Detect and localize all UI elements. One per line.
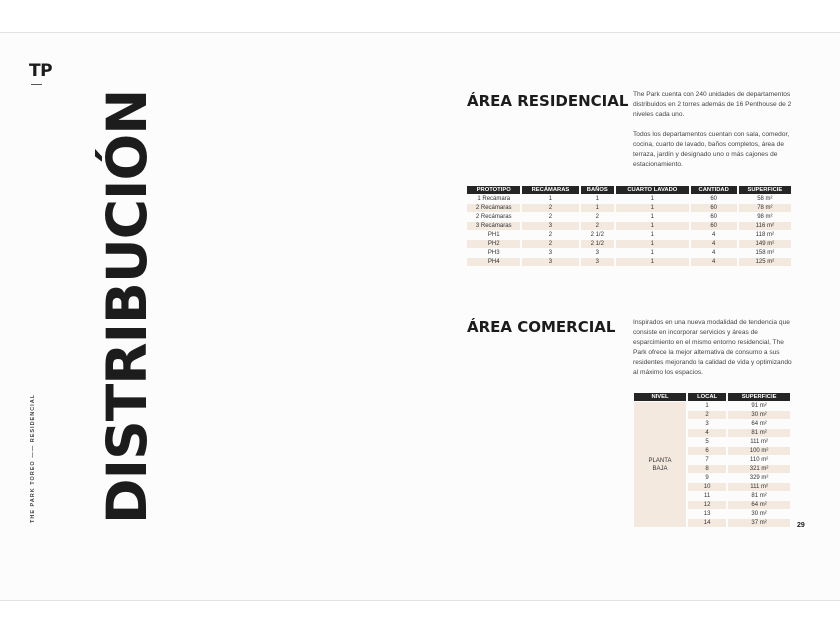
- table-cell: 7: [705, 457, 709, 463]
- table-cell: 4: [691, 240, 737, 248]
- table-cell: 2: [522, 240, 578, 248]
- comercial-table-header: [634, 393, 790, 401]
- table-cell: 12: [688, 501, 726, 509]
- table-cell: 60: [691, 204, 737, 212]
- table-cell: 14: [688, 519, 726, 527]
- table-cell: 118 m²: [755, 232, 774, 238]
- table-cell: 1: [650, 196, 654, 202]
- table-cell: PH2: [467, 240, 520, 248]
- comercial-paragraph: Inspirados en una nueva modalidad de tendencia que consiste en incorporar servicios y áreas de esparcimiento en el mismo entorno residencial, The Park ofrece la mejor alternativa de consumo a sus residentes mejorando la calidad de vida y optimizando al máximo los espacios.: [633, 319, 792, 376]
- table-cell: 3: [522, 258, 578, 266]
- table-cell: 158 m²: [755, 250, 775, 256]
- col-cuarto-lavado: CUARTO LAVADO: [616, 186, 689, 194]
- table-cell: 8: [688, 465, 726, 473]
- col-recamaras: RECÁMARAS: [522, 186, 578, 194]
- table-cell: 1: [581, 204, 615, 212]
- table-row: [467, 195, 791, 203]
- table-cell: 2 1/2: [581, 240, 615, 248]
- table-cell: 2: [522, 204, 578, 212]
- table-cell: 78 m²: [739, 204, 791, 212]
- logo: TP: [29, 61, 53, 81]
- table-cell: 4: [691, 258, 737, 266]
- table-row: [467, 222, 791, 230]
- table-cell: 111 m²: [728, 483, 790, 491]
- table-cell: 1: [595, 196, 599, 202]
- nivel-line-1: PLANTA: [648, 457, 672, 464]
- table-cell: 1: [650, 250, 654, 256]
- table-cell: 149 m²: [739, 240, 791, 248]
- table-cell: 5: [705, 439, 709, 445]
- table-cell: 81 m²: [728, 429, 790, 437]
- table-cell: 3: [581, 258, 615, 266]
- table-cell: 2 Recámaras: [467, 204, 520, 212]
- table-cell: 1: [650, 232, 654, 238]
- table-cell: 2: [548, 214, 553, 220]
- table-cell: 4: [712, 232, 716, 238]
- table-cell: 4: [688, 429, 726, 437]
- table-cell: 4: [712, 250, 716, 256]
- nivel-line-2: BAJA: [652, 465, 668, 472]
- residencial-title: ÁREA RESIDENCIAL: [467, 92, 629, 110]
- table-cell: 2: [548, 232, 553, 238]
- table-cell: 2: [581, 222, 615, 230]
- table-cell: 3: [705, 421, 709, 427]
- comercial-table: [632, 392, 792, 528]
- table-cell: 1: [616, 222, 689, 230]
- residencial-paragraph-1: The Park cuenta con 240 unidades de departamentos distribuidos en 2 torres además de 16 Penthouse de 2 niveles cada uno.: [633, 91, 792, 118]
- nivel-cell: [634, 402, 686, 527]
- table-cell: 125 m²: [739, 258, 791, 266]
- table-cell: 64 m²: [728, 501, 790, 509]
- table-cell: 1: [616, 240, 689, 248]
- table-cell: 98 m²: [757, 214, 773, 220]
- table-cell: PH4: [467, 258, 520, 266]
- table-cell: 9: [705, 475, 709, 481]
- table-row: [467, 258, 791, 266]
- col-nivel: NIVEL: [634, 393, 686, 401]
- table-cell: 116 m²: [739, 222, 791, 230]
- table-cell: 81 m²: [751, 493, 767, 499]
- table-cell: 1: [548, 196, 553, 202]
- table-cell: PH1: [487, 232, 500, 238]
- table-cell: 110 m²: [749, 457, 769, 463]
- table-cell: 11: [703, 493, 711, 499]
- table-cell: PH3: [487, 250, 500, 256]
- table-cell: 60: [710, 196, 718, 202]
- table-cell: 30 m²: [728, 411, 790, 419]
- residencial-table-header: [467, 186, 791, 194]
- table-cell: 3: [522, 222, 578, 230]
- table-row: [634, 402, 790, 410]
- table-cell: 100 m²: [728, 447, 790, 455]
- table-cell: 58 m²: [757, 196, 773, 202]
- table-cell: 111 m²: [750, 439, 768, 445]
- col-cantidad: CANTIDAD: [691, 186, 737, 194]
- table-cell: 37 m²: [728, 519, 790, 527]
- table-cell: 30 m²: [751, 511, 767, 517]
- residencial-table: [465, 185, 793, 267]
- table-cell: 1: [616, 258, 689, 266]
- table-row: [467, 249, 791, 257]
- residencial-paragraph-2: Todos los departamentos cuentan con sala, comedor, cocina, cuarto de lavado, baños completos, área de terraza, jardín y designado uno o más cajones de estacionamiento.: [633, 131, 790, 168]
- table-cell: 13: [703, 511, 711, 517]
- table-row: [467, 204, 791, 212]
- page-number: 29: [797, 522, 805, 529]
- col-local: LOCAL: [688, 393, 726, 401]
- table-cell: 60: [710, 214, 718, 220]
- table-cell: 321 m²: [728, 465, 790, 473]
- col-prototipo: PROTOTIPO: [467, 186, 520, 194]
- table-row: [467, 231, 791, 239]
- table-cell: 6: [688, 447, 726, 455]
- table-cell: 1: [650, 214, 654, 220]
- table-cell: 91 m²: [751, 403, 767, 409]
- table-cell: 2 Recámaras: [475, 214, 512, 220]
- comercial-title: ÁREA COMERCIAL: [467, 318, 616, 336]
- table-row: [467, 240, 791, 248]
- table-cell: 3: [595, 250, 599, 256]
- table-cell: 64 m²: [751, 421, 767, 427]
- table-cell: 3 Recámaras: [467, 222, 520, 230]
- logo-underline: [31, 84, 42, 85]
- col-superficie: SUPERFICIE: [739, 186, 791, 194]
- table-cell: 3: [548, 250, 553, 256]
- table-row: [467, 213, 791, 221]
- col-banos: BAÑOS: [581, 186, 615, 194]
- table-cell: 10: [688, 483, 726, 491]
- table-cell: 2 1/2: [590, 232, 604, 238]
- table-cell: 1: [705, 403, 709, 409]
- col-superficie: SUPERFICIE: [728, 393, 790, 401]
- vertical-title: DISTRIBUCIÓN: [95, 89, 159, 524]
- table-cell: 1: [616, 204, 689, 212]
- vertical-caption: THE PARK TOREO —— RESIDENCIAL: [30, 393, 36, 523]
- table-cell: 60: [691, 222, 737, 230]
- table-cell: 329 m²: [749, 475, 769, 481]
- table-cell: 2: [595, 214, 599, 220]
- table-cell: 2: [688, 411, 726, 419]
- table-cell: 1 Recámara: [477, 196, 511, 202]
